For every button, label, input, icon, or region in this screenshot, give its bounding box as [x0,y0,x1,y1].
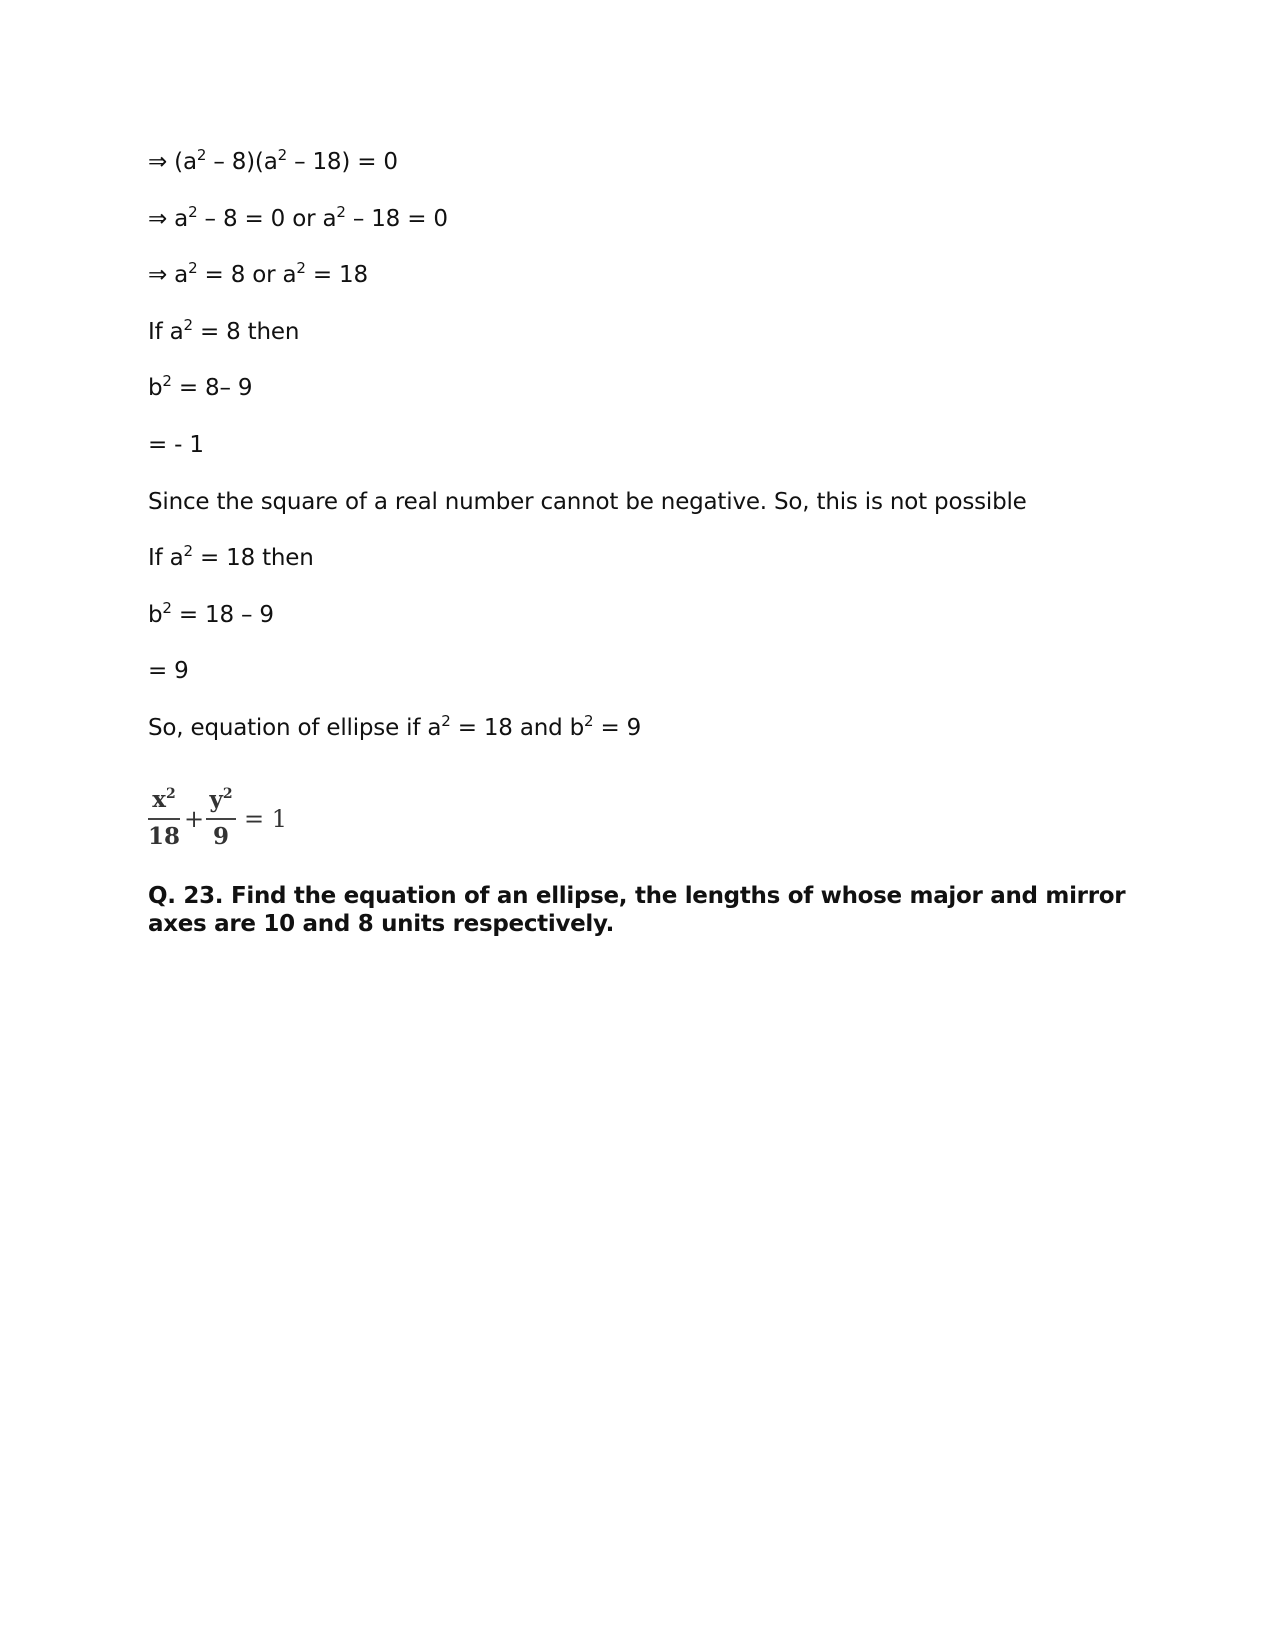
text-segment: – 18) = 0 [286,149,398,175]
step-line-10 [148,656,189,686]
superscript: 2 [162,599,172,617]
text-segment: Since the square of a real number cannot be negative. So, this is not possible [148,489,1027,515]
text-segment: If a [148,545,184,571]
superscript: 2 [162,372,172,390]
text-segment: – 8)(a [206,149,278,175]
numerator-variable: x [152,786,166,813]
superscript: 2 [277,146,287,164]
numerator-exponent: 2 [165,786,176,802]
superscript: 2 [188,259,198,277]
text-segment: = 8– 9 [171,375,253,401]
text-segment: = 9 [148,658,189,684]
step-line-2 [148,204,448,234]
numerator-exponent: 2 [222,786,233,802]
text-segment: – 8 = 0 or a [197,206,337,232]
text-segment: = 18 [305,262,368,288]
equals-one: = 1 [244,805,288,833]
superscript: 2 [183,316,193,334]
superscript: 2 [584,712,594,730]
text-segment: So, equation of ellipse if a [148,715,442,741]
text-segment: b [148,602,163,628]
text-segment: = 18 – 9 [171,602,274,628]
fraction-numerator [206,784,236,818]
question-23: Q. 23. Find the equation of an ellipse, the lengths of whose major and mirror axes are 10 and 8 units respectively. [148,883,1126,937]
fraction-x-over-18 [148,784,180,852]
superscript: 2 [296,259,306,277]
text-segment: = 9 [593,715,642,741]
text-segment: ⇒ (a [148,149,197,175]
superscript: 2 [441,712,451,730]
text-segment: = - 1 [148,432,204,458]
fraction-y-over-9 [206,784,236,852]
text-segment: – 18 = 0 [345,206,448,232]
step-line-3 [148,260,368,290]
text-segment: = 18 and b [450,715,585,741]
text-segment: b [148,375,163,401]
step-line-9 [148,600,274,630]
step-line-8 [148,543,314,573]
numerator-variable: y [209,786,223,813]
step-line-1 [148,147,398,177]
fraction-numerator [148,784,180,818]
step-line-4 [148,317,299,347]
superscript: 2 [188,203,198,221]
step-line-6 [148,430,204,460]
text-segment: = 8 then [192,319,300,345]
fraction-denominator: 9 [212,823,229,850]
plus-sign: + [184,805,205,833]
step-line-5 [148,373,252,403]
step-line-11 [148,713,641,743]
fraction-denominator: 18 [148,823,181,850]
superscript: 2 [336,203,346,221]
text-segment: ⇒ a [148,262,189,288]
text-segment: = 8 or a [197,262,297,288]
superscript: 2 [183,542,193,560]
step-line-7 [148,487,1027,517]
text-segment: = 18 then [192,545,314,571]
text-segment: If a [148,319,184,345]
superscript: 2 [196,146,207,164]
text-segment: ⇒ a [148,206,189,232]
